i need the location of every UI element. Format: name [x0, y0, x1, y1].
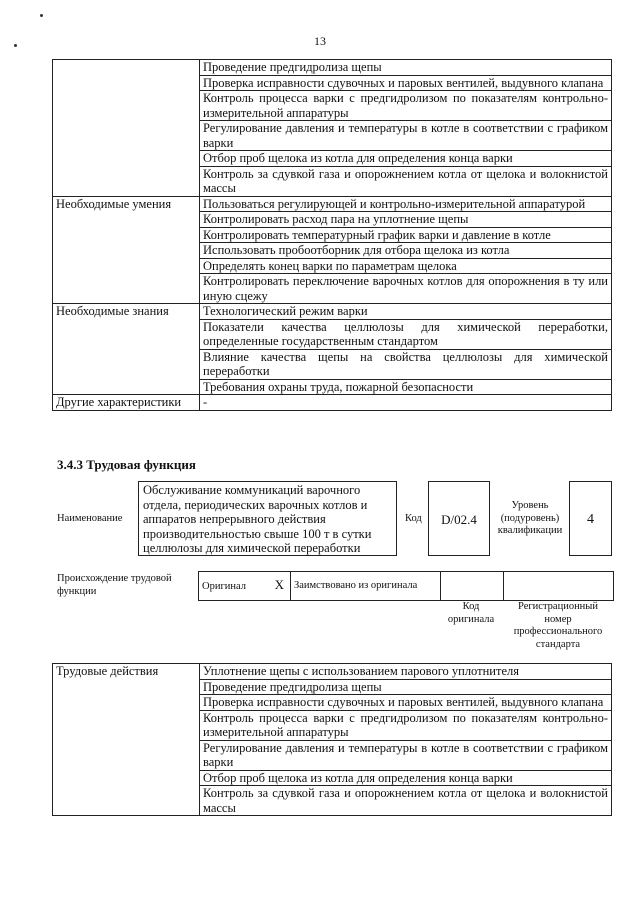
row-item: Проверка исправности сдувочных и паровых вентилей, выдувного клапана [200, 75, 612, 91]
row-item: - [200, 395, 612, 411]
table-labor-actions [52, 663, 612, 816]
page-number: 13 [314, 34, 326, 48]
row-item: Регулирование давления и температуры в котле в соответствии с графиком варки [200, 740, 612, 770]
original-label: Оригинал [202, 580, 246, 592]
original-mark: X [274, 576, 285, 592]
row-item: Контролировать температурный график варки и давление в котле [200, 227, 612, 243]
table-row [53, 664, 612, 680]
row-item: Контролировать расход пара на уплотнение щепы [200, 212, 612, 228]
level-value-box [569, 481, 612, 556]
code-value-box [428, 481, 490, 556]
table-row [53, 304, 612, 320]
reg-number-cell [504, 572, 614, 601]
row-item: Контроль процесса варки с предгидролизом по показателям контрольно-измерительной аппаратуры [200, 710, 612, 740]
row-item: Регулирование давления и температуры в котле в соответствии с графиком варки [200, 121, 612, 151]
table-row [53, 60, 612, 76]
level-label: Уровень (подуровень) квалификации [497, 500, 563, 536]
section-title [57, 457, 196, 473]
row-item: Проведение предгидролиза щепы [200, 679, 612, 695]
row-item: Определять конец варки по параметрам щелока [200, 258, 612, 274]
origin-label: Происхождение трудовой функции [57, 573, 172, 597]
name-value-box [138, 481, 397, 556]
row-item: Уплотнение щепы с использованием парового уплотнителя [200, 664, 612, 680]
original-cell [199, 572, 291, 601]
code-label: Код [405, 513, 422, 524]
row-label: Другие характеристики [53, 395, 200, 411]
row-item: Влияние качества щепы на свойства целлюлозы для химической переработки [200, 349, 612, 379]
borrowed-cell [291, 572, 441, 601]
origin-table [198, 571, 614, 601]
row-item: Использовать пробоотборник для отбора щелока из котла [200, 243, 612, 259]
row-label: Необходимые умения [53, 196, 200, 304]
name-value: Обслуживание коммуникаций варочного отдела, периодических варочных котлов и аппаратов непрерывного действия производительностью свыше 100 т в сутки целлюлозы для химической переработки [143, 483, 372, 555]
row-item: Отбор проб щелока из котла для определения конца варки [200, 770, 612, 786]
row-item: Отбор проб щелока из котла для определения конца варки [200, 151, 612, 167]
row-item: Контроль процесса варки с предгидролизом по показателям контрольно-измерительной аппаратуры [200, 91, 612, 121]
row-label: Трудовые действия [53, 664, 200, 816]
table-skills-knowledge [52, 59, 612, 411]
reg-number-caption: Регистрационный номер профессионального стандарта [513, 601, 603, 650]
row-item: Проверка исправности сдувочных и паровых вентилей, выдувного клапана [200, 695, 612, 711]
code-value: D/02.4 [441, 512, 477, 527]
borrowed-label: Заимствовано из оригинала [294, 579, 418, 591]
name-label: Наименование [57, 513, 123, 524]
scan-dot [40, 14, 43, 17]
section-number: 3.4.3 [57, 457, 83, 472]
row-item: Контроль за сдувкой газа и опорожнением котла от щелока и волокнистой массы [200, 166, 612, 196]
row-item: Пользоваться регулирующей и контрольно-измерительной аппаратурой [200, 196, 612, 212]
table-row [53, 395, 612, 411]
row-item: Проведение предгидролиза щепы [200, 60, 612, 76]
row-item: Требования охраны труда, пожарной безопасности [200, 379, 612, 395]
row-label: Необходимые знания [53, 304, 200, 395]
row-item: Технологический режим варки [200, 304, 612, 320]
table-row [53, 196, 612, 212]
row-item: Контролировать переключение варочных котлов для опорожнения в ту или иную сцежу [200, 274, 612, 304]
row-item: Показатели качества целлюлозы для химической переработки, определенные государственным стандартом [200, 319, 612, 349]
level-value: 4 [587, 512, 594, 527]
section-title-text: Трудовая функция [86, 457, 196, 472]
code-original-caption: Код оригинала [447, 601, 495, 625]
row-label [53, 60, 200, 197]
row-item: Контроль за сдувкой газа и опорожнением котла от щелока и волокнистой массы [200, 786, 612, 816]
code-original-cell [441, 572, 504, 601]
